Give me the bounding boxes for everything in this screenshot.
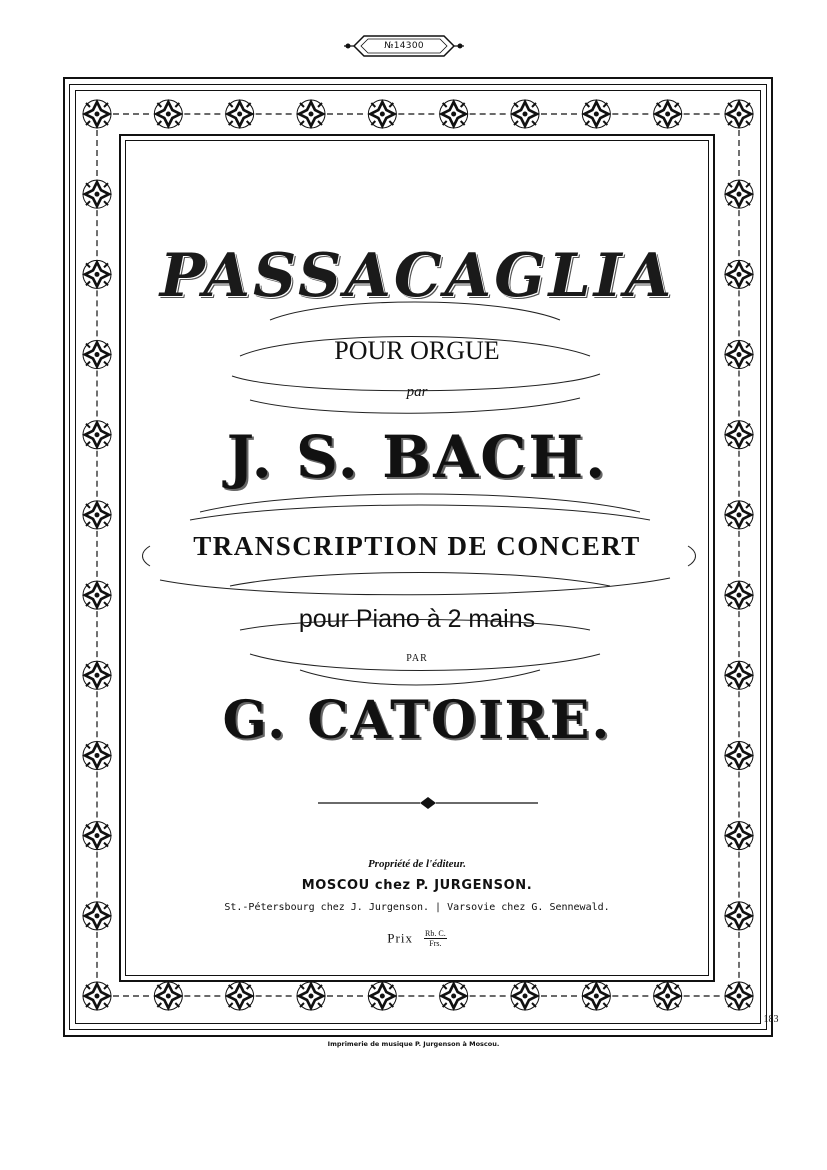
- edge-number: 183: [763, 1014, 779, 1025]
- publisher-cities: St.-Pétersbourg chez J. Jurgenson. | Varsovie chez G. Sennewald.: [224, 902, 610, 913]
- by-label: par: [406, 384, 428, 400]
- printer-imprint: Imprimerie de musique P. Jurgenson à Moscou.: [327, 1040, 500, 1048]
- subtitle: POUR ORGUE: [334, 336, 500, 365]
- plate-number: №14300: [384, 41, 424, 51]
- title: PASSACAGLIA: [159, 241, 675, 311]
- price-fraction: [424, 929, 447, 948]
- transcription-label: TRANSCRIPTION DE CONCERT: [193, 531, 641, 561]
- publisher-note: Propriété de l'éditeur.: [367, 858, 467, 870]
- instrumentation: pour Piano à 2 mains: [298, 605, 536, 633]
- arranger-name: G. CATOIRE.: [222, 690, 612, 751]
- price-denominator: Frs.: [429, 939, 442, 948]
- publisher-name: MOSCOU chez P. JURGENSON.: [301, 878, 533, 893]
- price-label: Prix: [387, 930, 413, 946]
- price-row: [125, 928, 709, 952]
- price-numerator: Rb. C.: [425, 929, 446, 938]
- by-label-arranger: PAR: [406, 653, 428, 664]
- composer-name: J. S. BACH.: [226, 423, 608, 491]
